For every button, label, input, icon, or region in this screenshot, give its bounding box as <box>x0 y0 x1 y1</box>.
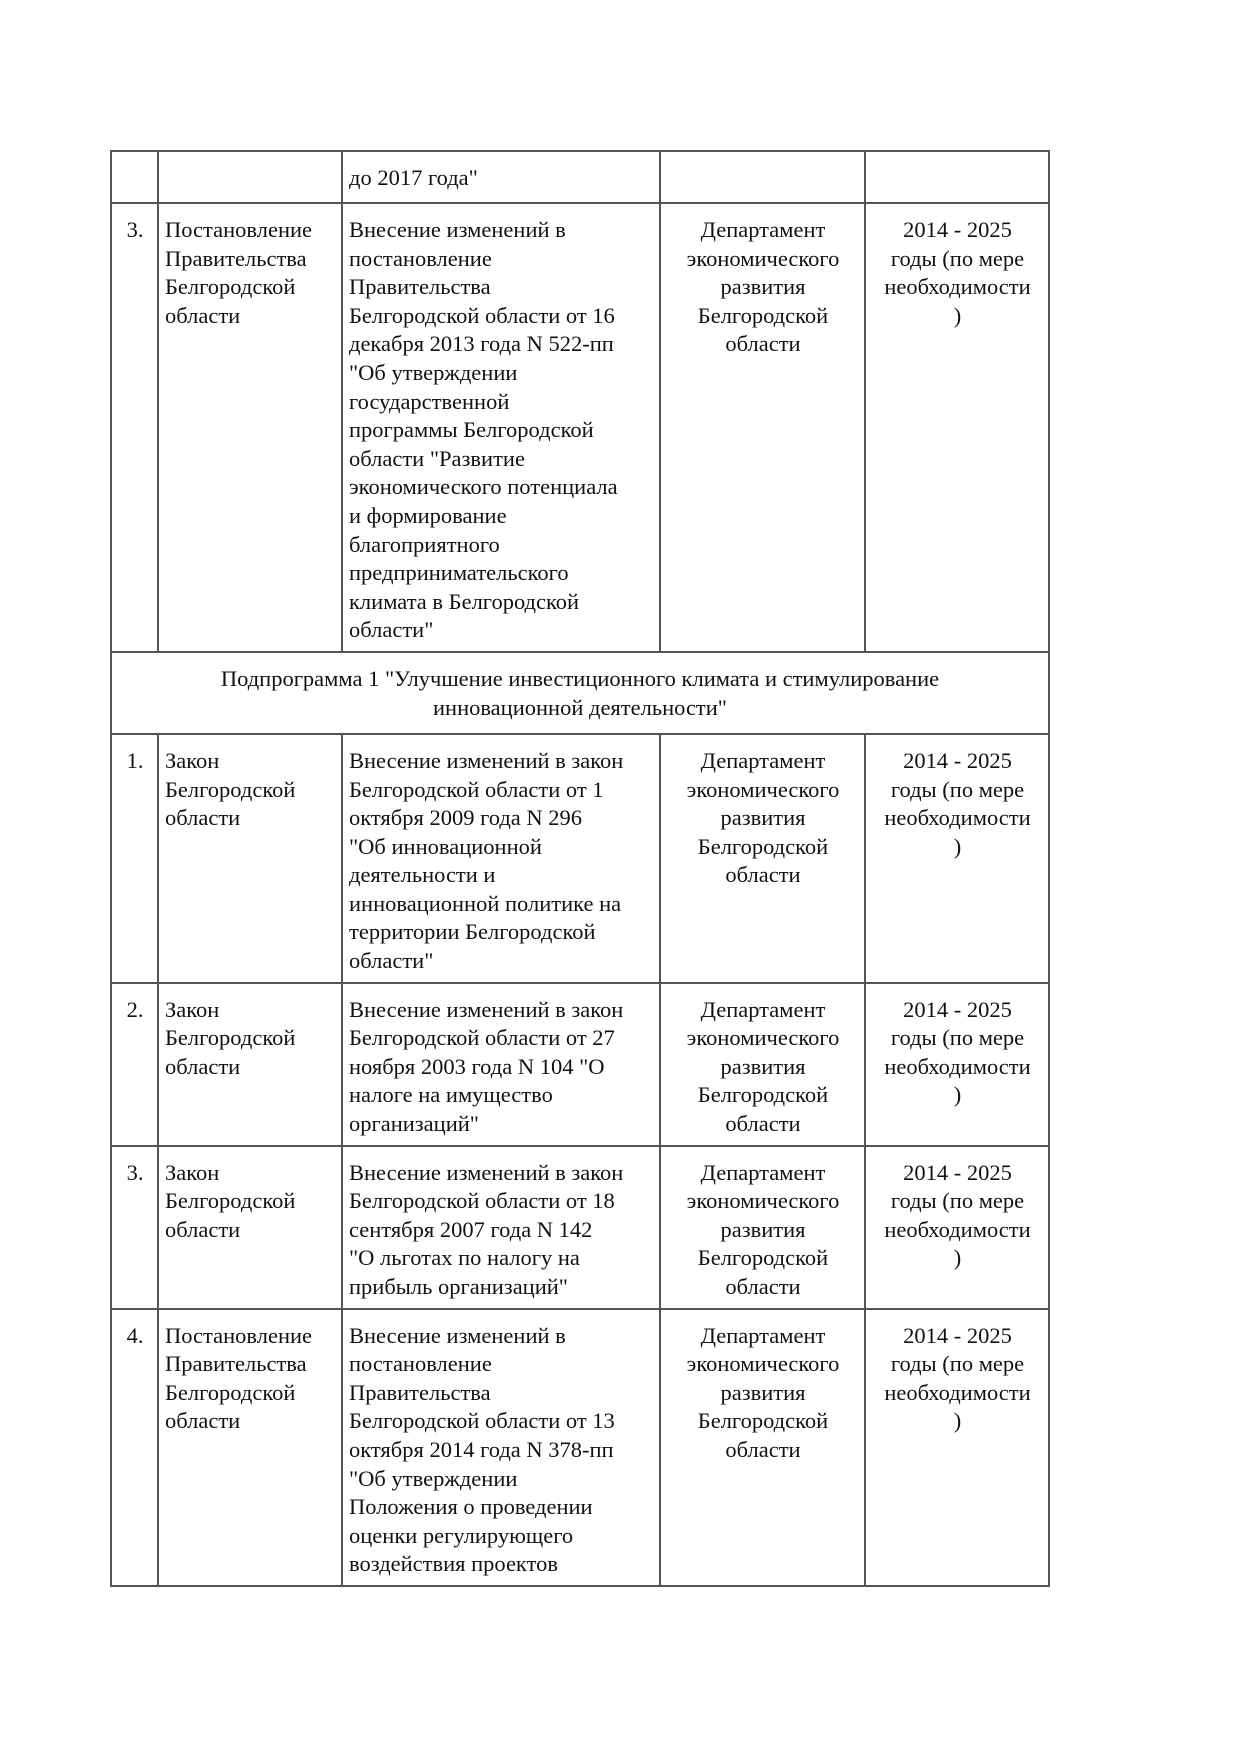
text-line: Белгородской <box>697 1245 829 1271</box>
text-line: экономического потенциала <box>349 474 618 500</box>
cell-number <box>111 151 158 203</box>
cell-responsible <box>660 203 865 652</box>
text-line: Подпрограмма 1 "Улучшение инвестиционного климата и стимулирование <box>220 665 940 691</box>
cell-description <box>342 1309 660 1586</box>
text-line: ) <box>953 1245 962 1271</box>
cell-number: 1. <box>111 734 158 983</box>
text-line: Белгородской области от 18 <box>349 1188 615 1214</box>
text-line: ноября 2003 года N 104 "О <box>349 1053 605 1079</box>
text-line: прибыль организаций" <box>349 1274 568 1299</box>
text-line: программы Белгородской <box>349 417 594 443</box>
text-line: области <box>725 862 801 888</box>
text-line: развития <box>720 1379 806 1405</box>
text-line: инновационной деятельности" <box>432 694 727 720</box>
cell-number: 2. <box>111 983 158 1146</box>
cell-act-type <box>158 983 342 1146</box>
text-line: Белгородской области от 13 <box>349 1408 615 1434</box>
text-line: Закон <box>165 747 220 773</box>
text-line: области "Развитие <box>349 445 525 471</box>
text-line: области <box>165 302 241 328</box>
text-line: Закон <box>165 1159 220 1185</box>
text-line: постановление <box>349 245 492 271</box>
text-line: годы (по мере <box>890 1025 1025 1051</box>
text-line: Постановление <box>165 1322 313 1348</box>
text-line: Белгородской <box>165 274 296 300</box>
text-line: воздействия проектов <box>349 1551 558 1577</box>
text-line: необходимости <box>884 1216 1031 1242</box>
text-line: Белгородской <box>165 1025 296 1051</box>
text-line: Белгородской <box>165 776 296 802</box>
text-line: "О льготах по налогу на <box>349 1245 580 1271</box>
text-line: необходимости <box>884 805 1031 831</box>
cell-term <box>865 1309 1049 1586</box>
text-line: области <box>725 1274 801 1299</box>
cell-term <box>865 151 1049 203</box>
text-line: Постановление <box>165 217 313 242</box>
text-line: ) <box>953 1408 962 1434</box>
text-line: годы (по мере <box>890 245 1025 271</box>
text-line: годы (по мере <box>890 1188 1025 1214</box>
text-line: ) <box>953 302 962 328</box>
text-line: необходимости <box>884 274 1031 300</box>
text-line: октября 2014 года N 378-пп <box>349 1436 614 1462</box>
text-line: Белгородской <box>165 1379 296 1405</box>
text-line: области <box>165 805 241 831</box>
subprogram-title <box>111 652 1049 734</box>
cell-act-type <box>158 734 342 983</box>
text-line: Департамент <box>700 217 826 242</box>
text-line: постановление <box>349 1351 492 1377</box>
text-line: октября 2009 года N 296 <box>349 805 583 831</box>
text-line: области <box>725 1111 801 1137</box>
text-line: деятельности и <box>349 862 496 888</box>
table-row <box>111 734 1049 983</box>
text-line: Белгородской <box>697 833 829 859</box>
text-line: экономического <box>686 1188 840 1214</box>
cell-description <box>342 1146 660 1309</box>
text-line: экономического <box>686 776 840 802</box>
text-line: развития <box>720 805 806 831</box>
cell-responsible <box>660 734 865 983</box>
text-line: экономического <box>686 1351 840 1377</box>
text-line: годы (по мере <box>890 1351 1025 1377</box>
text-line: экономического <box>686 245 840 271</box>
cell-term <box>865 734 1049 983</box>
cell-act-type <box>158 151 342 203</box>
text-line: развития <box>720 1216 806 1242</box>
text-line: экономического <box>686 1025 840 1051</box>
cell-responsible <box>660 1146 865 1309</box>
text-line: 2014 - 2025 <box>903 217 1012 242</box>
table-row <box>111 203 1049 652</box>
text-line: до 2017 года" <box>349 165 478 190</box>
text-line: Белгородской <box>697 302 829 328</box>
text-line: климата в Белгородской <box>349 588 580 614</box>
text-line: Департамент <box>700 996 826 1022</box>
text-line: организаций" <box>349 1111 479 1137</box>
text-line: развития <box>720 274 806 300</box>
text-line: Правительства <box>349 1379 491 1405</box>
table-row <box>111 983 1049 1146</box>
text-line: Закон <box>165 996 220 1022</box>
text-line: области <box>725 1436 801 1462</box>
text-line: сентября 2007 года N 142 <box>349 1216 593 1242</box>
text-line: "Об утверждении <box>349 1465 518 1491</box>
text-line: Белгородской <box>697 1082 829 1108</box>
cell-act-type <box>158 1146 342 1309</box>
cell-term <box>865 203 1049 652</box>
text-line: области" <box>349 617 434 643</box>
text-line: Департамент <box>700 1159 826 1185</box>
text-line: "Об инновационной <box>349 833 542 859</box>
cell-number: 3. <box>111 203 158 652</box>
text-line: Белгородской <box>165 1188 296 1214</box>
text-line: 2014 - 2025 <box>903 1159 1012 1185</box>
cell-act-type <box>158 1309 342 1586</box>
cell-responsible <box>660 1309 865 1586</box>
text-line: оценки регулирующего <box>349 1522 574 1548</box>
cell-term <box>865 1146 1049 1309</box>
text-line: и формирование <box>349 502 507 528</box>
text-line: ) <box>953 1082 962 1108</box>
text-line: области <box>165 1216 241 1242</box>
text-line: инновационной политике на <box>349 890 622 916</box>
text-line: 2014 - 2025 <box>903 1322 1012 1348</box>
text-line: налоге на имущество <box>349 1082 553 1108</box>
text-line: государственной <box>349 388 510 414</box>
text-line: области" <box>349 948 434 974</box>
text-line: области <box>165 1053 241 1079</box>
text-line: Белгородской <box>697 1408 829 1434</box>
text-line: Правительства <box>165 1351 307 1377</box>
text-line: Внесение изменений в <box>349 217 566 242</box>
text-line: Правительства <box>165 245 307 271</box>
text-line: декабря 2013 года N 522-пп <box>349 331 614 357</box>
text-line: Департамент <box>700 1322 826 1348</box>
text-line: необходимости <box>884 1379 1031 1405</box>
cell-responsible <box>660 151 865 203</box>
table-row-continuation <box>111 151 1049 203</box>
cell-number: 4. <box>111 1309 158 1586</box>
cell-number: 3. <box>111 1146 158 1309</box>
text-line: области <box>165 1408 241 1434</box>
subprogram-header-row <box>111 652 1049 734</box>
text-line: "Об утверждении <box>349 359 518 385</box>
cell-description <box>342 734 660 983</box>
cell-description <box>342 203 660 652</box>
text-line: развития <box>720 1053 806 1079</box>
text-line: 2014 - 2025 <box>903 996 1012 1022</box>
cell-act-type <box>158 203 342 652</box>
text-line: благоприятного <box>349 531 500 557</box>
text-line: предпринимательского <box>349 560 569 586</box>
text-line: годы (по мере <box>890 776 1025 802</box>
cell-responsible <box>660 983 865 1146</box>
text-line: области <box>725 331 801 357</box>
table-row <box>111 1146 1049 1309</box>
text-line: Белгородской области от 1 <box>349 776 604 802</box>
cell-description <box>342 151 660 203</box>
text-line: 2014 - 2025 <box>903 747 1012 773</box>
text-line: ) <box>953 833 962 859</box>
text-line: территории Белгородской <box>349 919 596 945</box>
table-row <box>111 1309 1049 1586</box>
text-line: Внесение изменений в <box>349 1322 566 1348</box>
cell-term <box>865 983 1049 1146</box>
text-line: Внесение изменений в закон <box>349 1159 624 1185</box>
text-line: Департамент <box>700 747 826 773</box>
cell-description <box>342 983 660 1146</box>
text-line: необходимости <box>884 1053 1031 1079</box>
text-line: Внесение изменений в закон <box>349 996 624 1022</box>
text-line: Правительства <box>349 274 491 300</box>
legal-acts-table <box>110 150 1050 1587</box>
text-line: Внесение изменений в закон <box>349 747 624 773</box>
text-line: Белгородской области от 16 <box>349 302 615 328</box>
text-line: Белгородской области от 27 <box>349 1025 615 1051</box>
text-line: Положения о проведении <box>349 1494 593 1520</box>
